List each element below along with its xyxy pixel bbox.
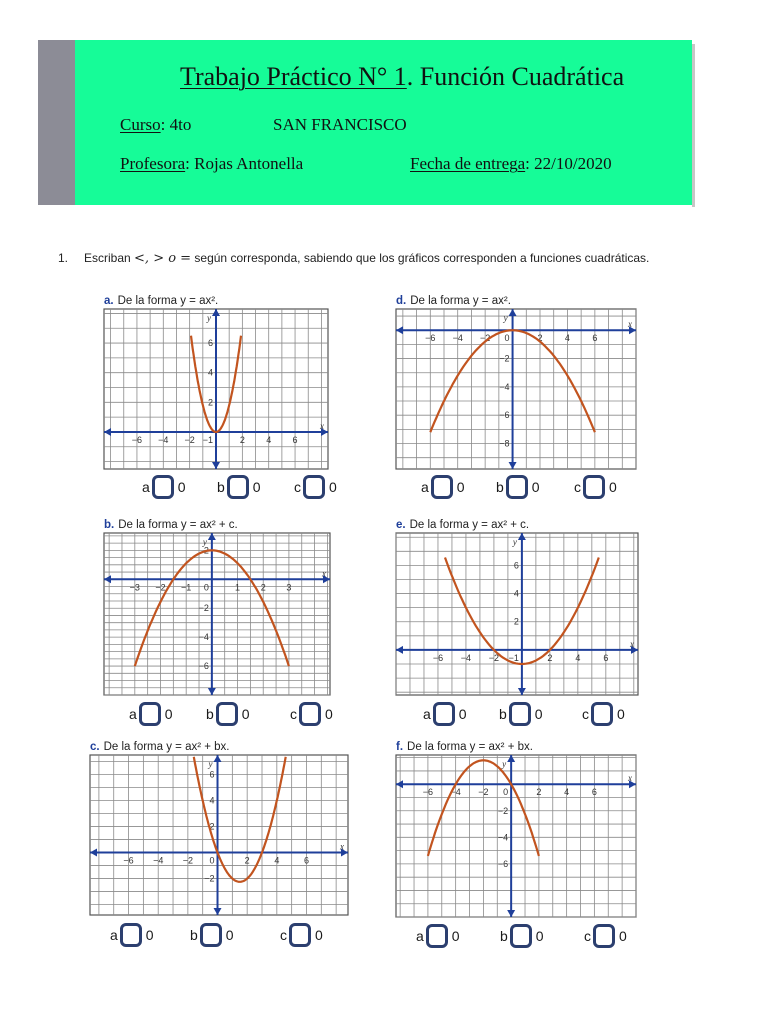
graph-description: De la forma y = ax² + c. bbox=[118, 519, 238, 531]
graph-description: De la forma y = ax² + bx. bbox=[103, 741, 230, 753]
answer-option-a[interactable] bbox=[129, 702, 173, 726]
x-tick-label: −4 bbox=[158, 434, 169, 445]
x-axis-label: x bbox=[340, 841, 344, 852]
y-tick-label: 6 bbox=[207, 338, 213, 349]
option-letter: a bbox=[129, 706, 137, 722]
x-tick-label: 4 bbox=[266, 434, 272, 445]
y-axis-label: y bbox=[208, 759, 213, 769]
x-tick-label: 4 bbox=[564, 333, 570, 344]
header-side-bar bbox=[38, 40, 75, 205]
answer-checkbox[interactable] bbox=[289, 923, 311, 947]
grid-border bbox=[396, 755, 636, 917]
question-1 bbox=[58, 251, 649, 266]
answer-checkbox[interactable] bbox=[431, 475, 453, 499]
y-axis-label: y bbox=[202, 537, 207, 547]
x-tick-label: −4 bbox=[452, 333, 463, 344]
x-tick-label: −4 bbox=[450, 787, 461, 798]
x-tick-label: 6 bbox=[592, 333, 598, 344]
y-tick-label: −6 bbox=[198, 661, 209, 672]
question-text-end: según corresponda, sabiendo que los gráficos corresponden a funciones cuadráticas. bbox=[191, 251, 650, 265]
y-tick-label: 2 bbox=[513, 616, 519, 627]
answer-option-c[interactable] bbox=[582, 702, 625, 726]
x-tick-label: −2 bbox=[182, 855, 193, 866]
graph-panel bbox=[396, 295, 696, 525]
origin-tick-label: 0 bbox=[209, 855, 215, 866]
answer-options bbox=[396, 702, 696, 726]
y-axis-label: y bbox=[207, 313, 211, 323]
option-letter: a bbox=[142, 479, 150, 495]
graph-panel bbox=[104, 295, 407, 525]
option-zero: 0 bbox=[252, 479, 261, 495]
y-tick-label: −2 bbox=[198, 603, 209, 614]
option-zero: 0 bbox=[456, 479, 465, 495]
profesora-value: : Rojas Antonella bbox=[185, 154, 304, 173]
answer-checkbox[interactable] bbox=[299, 702, 321, 726]
parabola-chart bbox=[104, 309, 328, 469]
graph-description: De la forma y = ax². bbox=[410, 295, 511, 307]
x-tick-label: 2 bbox=[244, 855, 250, 866]
answer-checkbox[interactable] bbox=[227, 475, 249, 499]
y-tick-label: 2 bbox=[207, 397, 213, 408]
option-letter: b bbox=[499, 706, 507, 722]
answer-options bbox=[104, 475, 404, 499]
y-tick-label: −6 bbox=[497, 858, 509, 869]
option-zero: 0 bbox=[458, 706, 467, 722]
option-zero: 0 bbox=[177, 479, 186, 495]
x-tick-label: 6 bbox=[603, 652, 609, 663]
y-tick-label: 6 bbox=[513, 560, 519, 571]
answer-option-c[interactable] bbox=[290, 702, 333, 726]
answer-options bbox=[104, 702, 404, 726]
fecha-value: : 22/10/2020 bbox=[525, 154, 612, 173]
y-axis-label: y bbox=[512, 537, 517, 547]
y-tick-label: 6 bbox=[209, 769, 215, 780]
parabola-chart bbox=[396, 309, 636, 469]
y-tick-label: 2 bbox=[203, 545, 209, 556]
x-axis-label: x bbox=[322, 568, 326, 579]
option-letter: a bbox=[416, 928, 424, 944]
origin-tick-label: 0 bbox=[203, 582, 209, 593]
option-letter: c bbox=[584, 928, 591, 944]
answer-option-a[interactable] bbox=[110, 923, 154, 947]
origin-tick-label: 0 bbox=[503, 787, 509, 798]
x-tick-label: −2 bbox=[155, 582, 166, 593]
option-zero: 0 bbox=[145, 927, 154, 943]
answer-option-a[interactable] bbox=[142, 475, 186, 499]
curso-label: Curso bbox=[120, 115, 161, 134]
parabola-chart bbox=[90, 755, 348, 915]
graph-panel bbox=[104, 519, 404, 749]
x-tick-label: −2 bbox=[480, 333, 491, 344]
school-name: SAN FRANCISCO bbox=[273, 115, 407, 134]
graph-title bbox=[90, 741, 230, 753]
origin-tick-label: −1 bbox=[508, 652, 519, 663]
x-tick-label: −6 bbox=[432, 652, 444, 663]
x-tick-label: 2 bbox=[536, 787, 542, 798]
graph-letter: c. bbox=[90, 741, 100, 753]
answer-option-c[interactable] bbox=[280, 923, 323, 947]
graph-panel bbox=[90, 741, 390, 971]
answer-checkbox[interactable] bbox=[303, 475, 325, 499]
y-tick-label: −2 bbox=[499, 353, 510, 364]
answer-checkbox[interactable] bbox=[593, 924, 615, 948]
answer-checkbox[interactable] bbox=[591, 702, 613, 726]
profesora-label: Profesora bbox=[120, 154, 186, 173]
x-tick-label: 4 bbox=[274, 855, 280, 866]
option-letter: c bbox=[574, 479, 581, 495]
graph-title bbox=[104, 519, 238, 531]
option-letter: b bbox=[206, 706, 214, 722]
option-letter: a bbox=[421, 479, 429, 495]
question-number: 1. bbox=[58, 251, 69, 265]
x-tick-label: −2 bbox=[488, 652, 500, 663]
parabola-chart bbox=[104, 533, 330, 695]
graph-title bbox=[104, 295, 218, 307]
option-zero: 0 bbox=[609, 479, 617, 495]
answer-checkbox[interactable] bbox=[200, 923, 222, 947]
x-tick-label: −4 bbox=[153, 855, 164, 866]
y-tick-label: −4 bbox=[497, 832, 509, 843]
answer-option-b[interactable] bbox=[500, 924, 544, 948]
option-zero: 0 bbox=[315, 927, 323, 943]
graph-letter: f. bbox=[396, 741, 404, 753]
graph-title bbox=[396, 295, 511, 307]
y-tick-label: −6 bbox=[499, 410, 510, 421]
answer-checkbox[interactable] bbox=[120, 923, 142, 947]
graph-letter: b. bbox=[104, 519, 115, 531]
x-tick-label: 6 bbox=[292, 434, 298, 445]
answer-checkbox[interactable] bbox=[433, 702, 455, 726]
option-letter: c bbox=[290, 706, 297, 722]
x-tick-label: 6 bbox=[591, 787, 597, 798]
x-tick-label: 6 bbox=[303, 855, 309, 866]
option-letter: b bbox=[190, 927, 198, 943]
option-letter: c bbox=[280, 927, 287, 943]
graph-letter: a. bbox=[104, 295, 114, 307]
answer-option-b[interactable] bbox=[206, 702, 250, 726]
x-axis-label: x bbox=[628, 319, 632, 330]
x-tick-label: −6 bbox=[123, 855, 134, 866]
option-zero: 0 bbox=[329, 479, 337, 495]
option-zero: 0 bbox=[619, 928, 627, 944]
option-zero: 0 bbox=[325, 706, 333, 722]
y-tick-label: −2 bbox=[204, 873, 215, 884]
origin-tick-label: −1 bbox=[202, 434, 213, 445]
y-axis-label: y bbox=[503, 313, 508, 323]
x-tick-label: −2 bbox=[478, 787, 489, 798]
origin-tick-label: 0 bbox=[504, 333, 510, 344]
answer-checkbox[interactable] bbox=[426, 924, 448, 948]
answer-checkbox[interactable] bbox=[152, 475, 174, 499]
answer-checkbox[interactable] bbox=[583, 475, 605, 499]
answer-options bbox=[396, 475, 696, 499]
answer-option-a[interactable] bbox=[423, 702, 467, 726]
option-letter: b bbox=[496, 479, 504, 495]
graph-description: De la forma y = ax² + c. bbox=[409, 519, 530, 531]
fecha-line bbox=[410, 154, 612, 174]
x-tick-label: −6 bbox=[131, 434, 143, 445]
comparison-symbols: <, > o = bbox=[134, 251, 192, 266]
option-letter: a bbox=[110, 927, 118, 943]
x-tick-label: −2 bbox=[184, 434, 195, 445]
x-tick-label: 2 bbox=[260, 582, 266, 593]
answer-checkbox[interactable] bbox=[506, 475, 528, 499]
document-title-rest: . Función Cuadrática bbox=[406, 62, 625, 91]
option-zero: 0 bbox=[164, 706, 173, 722]
y-tick-label: −8 bbox=[499, 438, 510, 449]
graph-title bbox=[396, 741, 533, 753]
graph-title bbox=[396, 519, 529, 531]
document-title bbox=[180, 62, 690, 92]
graph-description: De la forma y = ax². bbox=[117, 295, 219, 307]
x-axis-label: x bbox=[630, 638, 634, 649]
x-tick-label: 4 bbox=[564, 787, 570, 798]
y-tick-label: 2 bbox=[209, 821, 215, 832]
option-zero: 0 bbox=[535, 928, 544, 944]
x-tick-label: −6 bbox=[425, 333, 436, 344]
parabola-chart bbox=[396, 533, 638, 695]
x-tick-label: 2 bbox=[239, 434, 245, 445]
x-tick-label: −1 bbox=[181, 582, 192, 593]
y-tick-label: 4 bbox=[513, 588, 519, 599]
graph-panel bbox=[396, 519, 696, 749]
answer-checkbox[interactable] bbox=[139, 702, 161, 726]
answer-option-c[interactable] bbox=[584, 924, 627, 948]
answer-options bbox=[90, 923, 390, 947]
option-letter: b bbox=[500, 928, 508, 944]
answer-options bbox=[396, 924, 696, 948]
answer-checkbox[interactable] bbox=[510, 924, 532, 948]
option-zero: 0 bbox=[534, 706, 543, 722]
x-tick-label: 2 bbox=[537, 333, 543, 344]
y-axis-label: y bbox=[502, 759, 507, 769]
option-letter: b bbox=[217, 479, 225, 495]
answer-option-b[interactable] bbox=[217, 475, 261, 499]
answer-option-a[interactable] bbox=[421, 475, 465, 499]
curso-line bbox=[120, 115, 191, 135]
y-tick-label: 4 bbox=[207, 367, 213, 378]
y-tick-label: −4 bbox=[198, 632, 209, 643]
answer-option-b[interactable] bbox=[499, 702, 543, 726]
parabola-chart bbox=[396, 755, 636, 917]
fecha-label: Fecha de entrega bbox=[410, 154, 526, 173]
graph-panel bbox=[396, 741, 696, 971]
answer-option-a[interactable] bbox=[416, 924, 460, 948]
x-tick-label: 4 bbox=[575, 652, 581, 663]
header-banner bbox=[38, 40, 692, 205]
x-tick-label: −3 bbox=[129, 582, 140, 593]
option-zero: 0 bbox=[617, 706, 625, 722]
option-zero: 0 bbox=[531, 479, 540, 495]
option-letter: c bbox=[294, 479, 301, 495]
option-zero: 0 bbox=[241, 706, 250, 722]
answer-checkbox[interactable] bbox=[216, 702, 238, 726]
x-axis-label: x bbox=[320, 420, 324, 431]
x-tick-label: −4 bbox=[460, 652, 472, 663]
graph-letter: d. bbox=[396, 295, 407, 307]
x-axis-label: x bbox=[628, 773, 632, 784]
option-zero: 0 bbox=[451, 928, 460, 944]
x-tick-label: 3 bbox=[286, 582, 292, 593]
document-title-main: Trabajo Práctico N° 1 bbox=[180, 62, 407, 91]
y-tick-label: −4 bbox=[499, 381, 510, 392]
answer-option-b[interactable] bbox=[496, 475, 540, 499]
option-zero: 0 bbox=[225, 927, 234, 943]
y-tick-label: −2 bbox=[497, 805, 509, 816]
profesora-line bbox=[120, 154, 303, 174]
graph-letter: e. bbox=[396, 519, 406, 531]
x-tick-label: −6 bbox=[422, 787, 434, 798]
x-tick-label: 2 bbox=[547, 652, 553, 663]
y-tick-label: 4 bbox=[209, 795, 215, 806]
curso-value: : 4to bbox=[160, 115, 192, 134]
option-letter: c bbox=[582, 706, 589, 722]
graph-description: De la forma y = ax² + bx. bbox=[407, 741, 533, 753]
option-letter: a bbox=[423, 706, 431, 722]
answer-option-c[interactable] bbox=[574, 475, 617, 499]
answer-checkbox[interactable] bbox=[509, 702, 531, 726]
header-shadow bbox=[692, 44, 695, 207]
answer-option-b[interactable] bbox=[190, 923, 234, 947]
x-tick-label: 1 bbox=[235, 582, 241, 593]
answer-option-c[interactable] bbox=[294, 475, 337, 499]
grid-border bbox=[396, 533, 638, 695]
question-text-start: Escriban bbox=[84, 251, 135, 265]
